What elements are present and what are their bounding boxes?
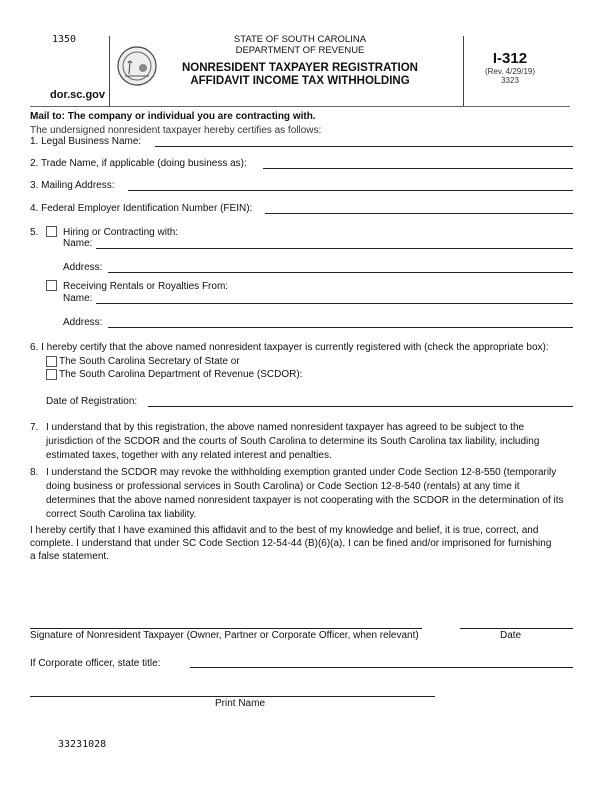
hiring-address-label: Address: [63,262,103,273]
officer-title-label: If Corporate officer, state title: [30,658,161,669]
divider [109,36,110,106]
revision-date: (Rev. 4/29/19) [484,67,536,76]
rentals-name-label: Name: [63,293,93,304]
state-name: STATE OF SOUTH CAROLINA [233,34,367,45]
certification-line: I hereby certify that I have examined this affidavit and to the best of my knowledge and belief, it is true, correct, and [30,525,539,536]
hiring-name-label: Name: [63,238,93,249]
trade-name-field[interactable] [263,168,573,169]
form-title-line2: AFFIDAVIT INCOME TAX WITHHOLDING [190,75,410,87]
scdor-checkbox[interactable] [46,369,57,380]
barcode-number: 33231028 [58,739,107,750]
item8-number: 8. [30,467,39,478]
trade-name-label: 2. Trade Name, if applicable (doing business as): [30,158,247,169]
department-name: DEPARTMENT OF REVENUE [235,45,365,56]
item8-line: correct South Carolina tax liability. [46,509,197,520]
secretary-of-state-checkbox[interactable] [46,356,57,367]
date-field[interactable] [460,628,573,629]
state-seal-icon [117,46,157,89]
hiring-checkbox[interactable] [46,226,57,237]
mailing-address-field[interactable] [128,190,573,191]
divider [463,36,464,106]
form-code-top: 1350 [52,34,77,45]
certification-line: a false statement. [30,551,109,562]
item7-line: I understand that by this registration, the above named nonresident taxpayer has agreed to be subject to the [46,422,525,433]
form-id: 3323 [501,76,519,85]
hiring-label: Hiring or Contracting with: [63,227,179,238]
rentals-address-field[interactable] [108,327,573,328]
secretary-of-state-label: The South Carolina Secretary of State or [59,356,240,367]
signature-label: Signature of Nonresident Taxpayer (Owner, Partner or Corporate Officer, when relevant) [30,630,419,641]
header-rule [30,106,570,107]
undersigned-text: The undersigned nonresident taxpayer hereby certifies as follows: [30,125,322,136]
print-name-field[interactable] [30,696,435,697]
item5-number: 5. [30,227,39,238]
rentals-address-label: Address: [63,317,103,328]
hiring-address-field[interactable] [108,272,573,273]
mailing-address-label: 3. Mailing Address: [30,180,115,191]
item8-line: doing business or professional services in South Carolina) or Code Section 12-8-540 (rentals) at any time it [46,481,520,492]
print-name-label: Print Name [215,698,266,709]
legal-name-field[interactable] [155,146,573,147]
fein-field[interactable] [265,213,573,214]
officer-title-field[interactable] [190,667,573,668]
form-title-line1: NONRESIDENT TAXPAYER REGISTRATION [182,62,418,74]
item7-line: estimated taxes, together with any related interest and penalties. [46,450,332,461]
item8-line: I understand the SCDOR may revoke the withholding exemption granted under Code Section 12-8-550 (temporarily [46,467,557,478]
legal-name-label: 1. Legal Business Name: [30,136,142,147]
item6-text: 6. I hereby certify that the above named nonresident taxpayer is currently registered with (check the appropriate box): [30,342,549,353]
item8-line: determines that the above named nonresident taxpayer is not cooperating with the SCDOR in the determination of its [46,495,564,506]
certification-line: complete. I understand that under SC Code Section 12-54-44 (B)(6)(a), I can be fined and/or imprisoned for furnishing [30,538,552,549]
item7-line: jurisdiction of the SCDOR and the courts of South Carolina to determine its South Carolina tax liability, including [46,436,540,447]
scdor-label: The South Carolina Department of Revenue (SCDOR): [59,369,303,380]
signature-field[interactable] [30,628,422,629]
mail-to: Mail to: The company or individual you are contracting with. [30,111,316,122]
form-number: I-312 [492,50,528,67]
rentals-label: Receiving Rentals or Royalties From: [63,281,229,292]
rentals-name-field[interactable] [96,303,573,304]
rentals-checkbox[interactable] [46,280,57,291]
date-of-registration-label: Date of Registration: [46,396,138,407]
date-label: Date [500,630,522,641]
website: dor.sc.gov [50,89,106,101]
hiring-name-field[interactable] [96,248,573,249]
fein-label: 4. Federal Employer Identification Number (FEIN): [30,203,253,214]
item7-number: 7. [30,422,39,433]
date-of-registration-field[interactable] [148,406,573,407]
